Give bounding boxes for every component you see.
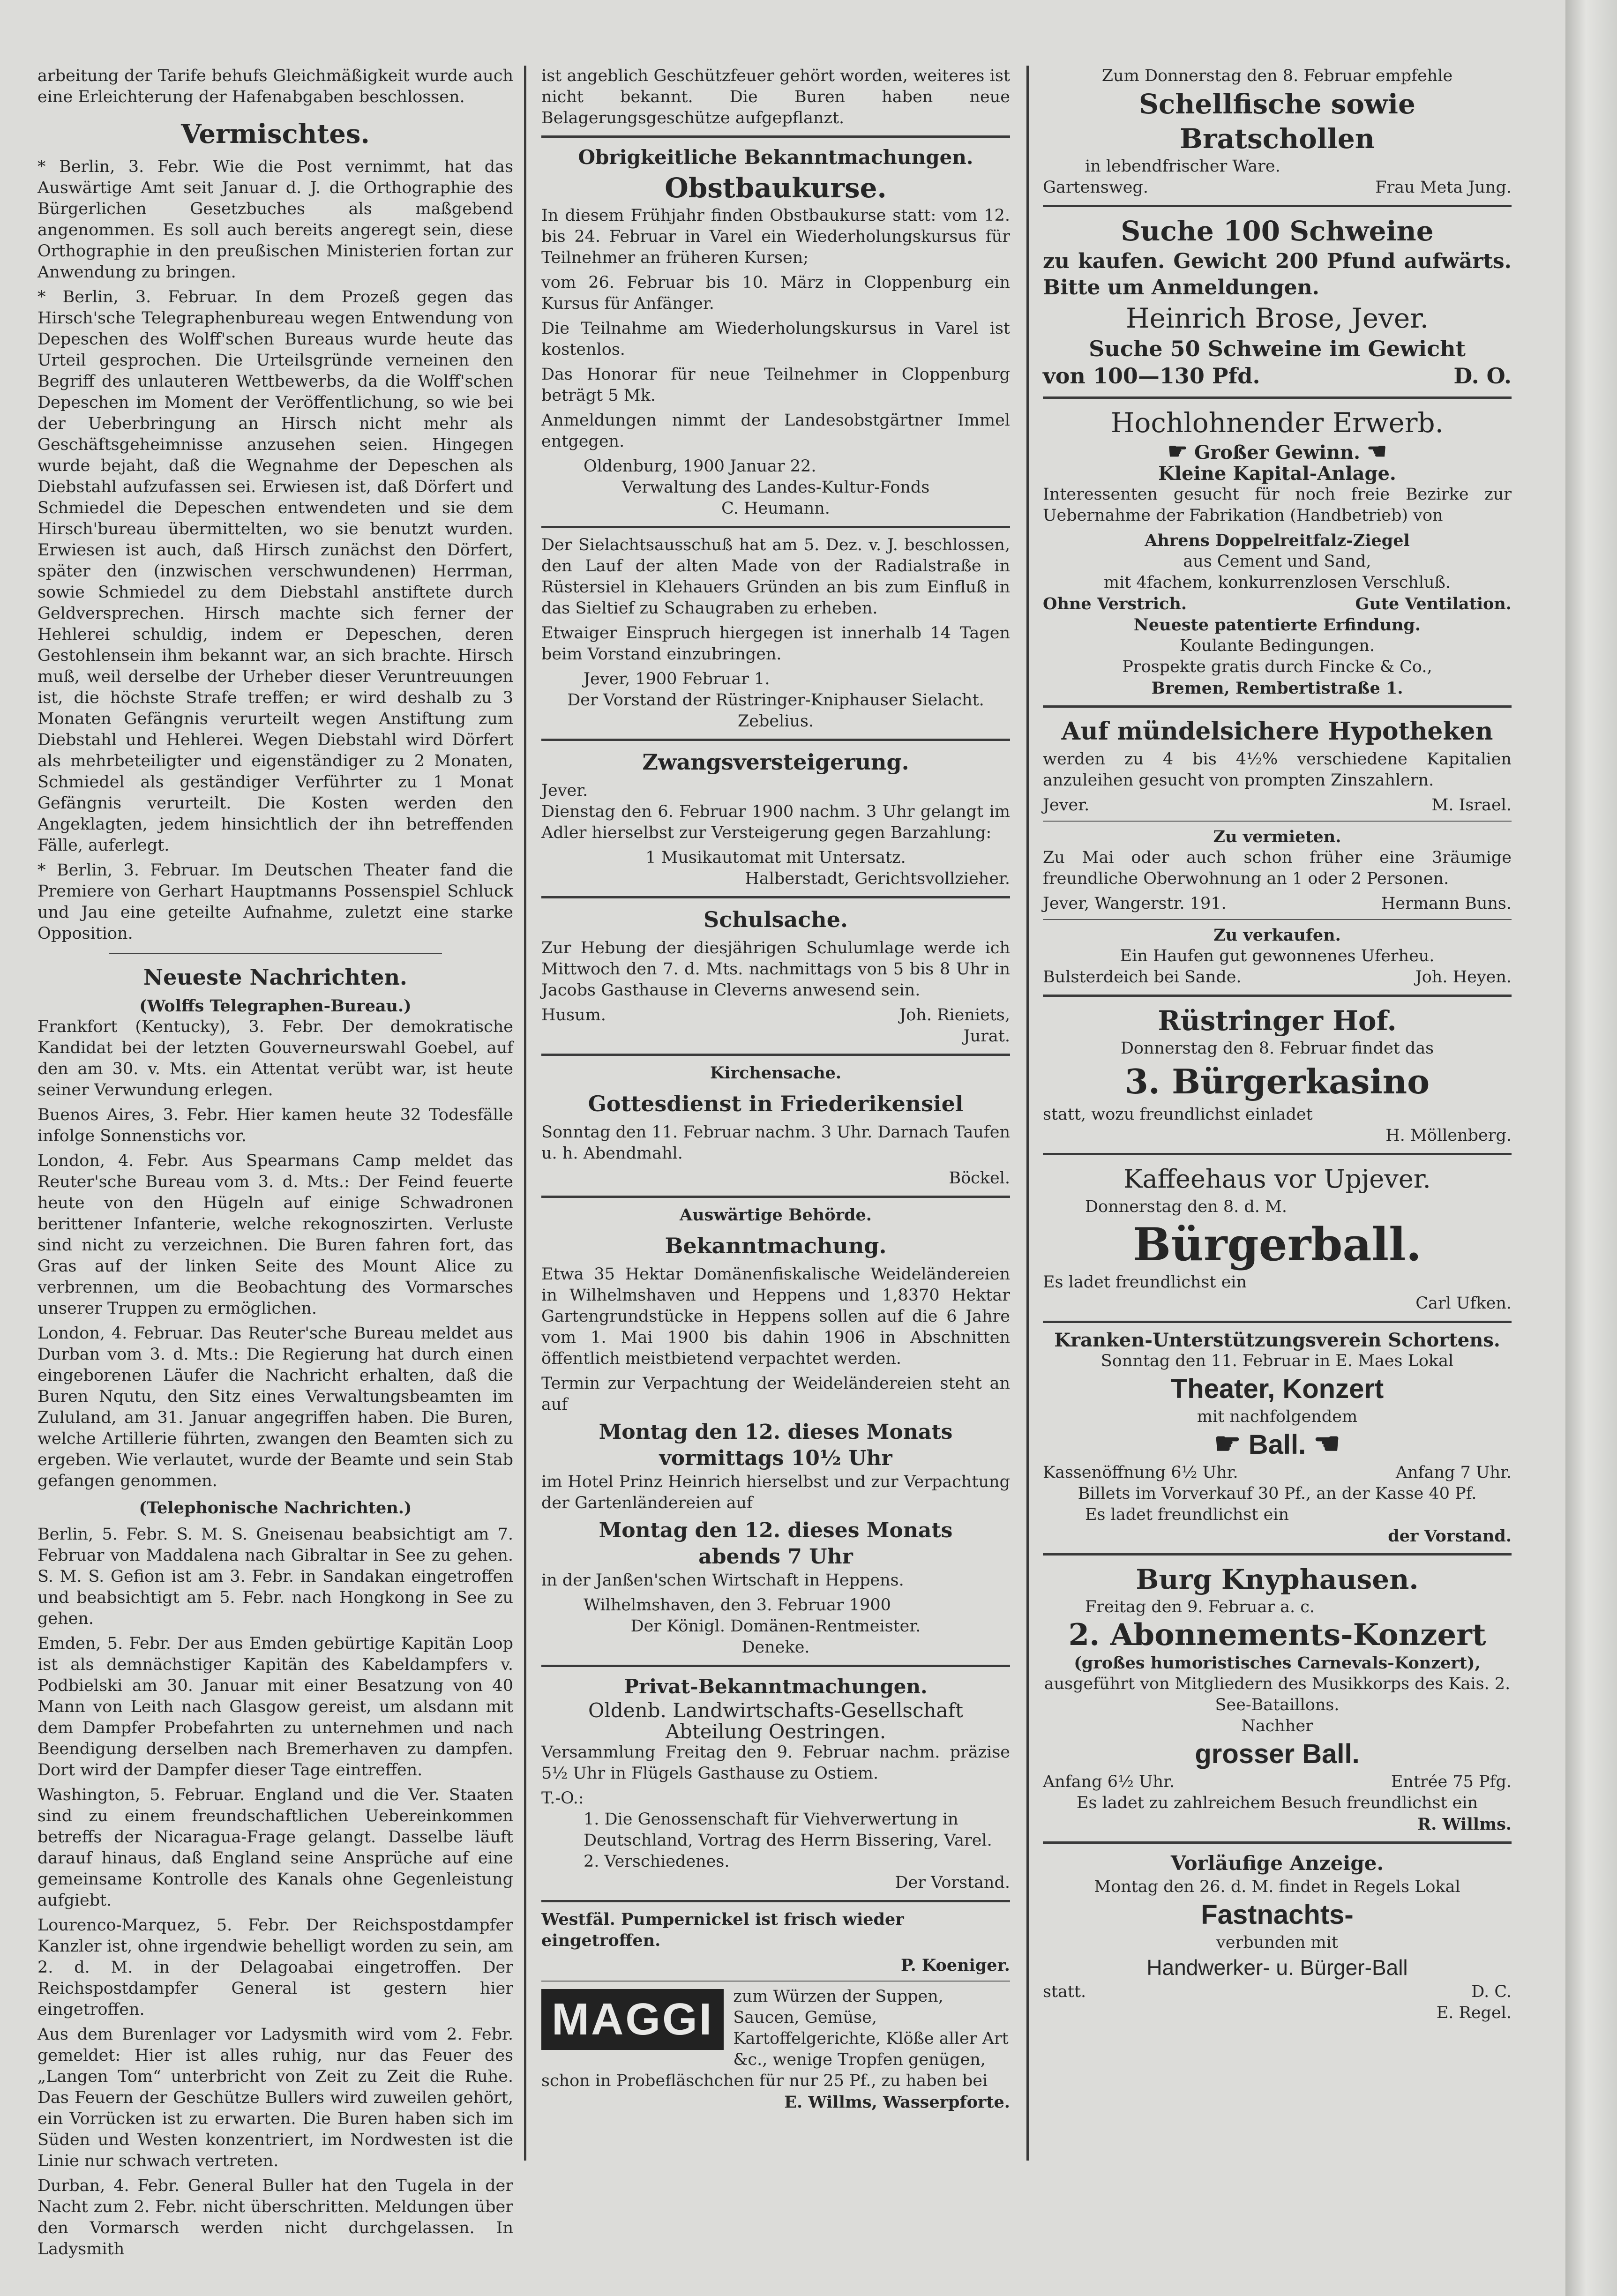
ad-signature: Hermann Buns. — [1381, 894, 1512, 913]
ad-text: Nachher — [1241, 1717, 1313, 1735]
ad-headline: Handwerker- u. Bürger-Ball — [1146, 1955, 1408, 1980]
section-divider — [1043, 919, 1512, 920]
ad-text: Neueste patentierte Erfindung. — [1133, 615, 1421, 635]
ad-feature: Ohne Verstrich. — [1043, 594, 1187, 613]
article-paragraph: * Berlin, 3. Febr. Wie die Post vernimmt, hat das Auswärtige Amt seit Januar d. J. die Orthographie des Bürgerlichen Gesetzbuches als maßgebend angenommen. Es soll auch bereits angeregt sein, diese Orthographie in den preußischen Ministerien fortan zur Anwendung zu bringen. — [37, 157, 513, 282]
ad-signature: C. Heumann. — [721, 499, 830, 518]
ad-text: mit 4fachem, konkurrenzlosen Verschluß. — [1103, 573, 1451, 592]
ad-heading: Zu verkaufen. — [1213, 926, 1341, 945]
ad-text: Donnerstag den 8. d. M. — [1085, 1197, 1288, 1216]
section-divider — [1043, 1553, 1512, 1556]
ad-date-highlight: abends 7 Uhr — [698, 1545, 853, 1569]
pointing-hand-right-icon: ☛ — [1167, 438, 1188, 464]
ad-text: zu kaufen. Gewicht 200 Pfund aufwärts. Bitte um Anmeldungen. — [1043, 249, 1512, 299]
pointing-hand-right-icon: ☛ — [1214, 1427, 1241, 1460]
ad-text: Es ladet zu zahlreichem Besuch freundlichst ein — [1076, 1794, 1478, 1812]
ad-place: Bulsterdeich bei Sande. — [1043, 968, 1242, 987]
ad-heading: Auf mündelsichere Hypotheken — [1061, 717, 1493, 746]
ad-text: Zu Mai oder auch schon früher eine 3räumige freundliche Oberwohnung an 1 oder 2 Personen. — [1043, 848, 1512, 888]
ad-date-highlight: Montag den 12. dieses Monats — [599, 1420, 953, 1444]
ad-text: mit nachfolgendem — [1197, 1407, 1358, 1426]
ad-text: zum Würzen der Suppen, Saucen, Gemüse, Kartoffelgerichte, Klöße aller Art &c., wenige Tropfen genügen, schon in Probefläschchen für nur 25 Pf., zu haben bei — [541, 1987, 1009, 2090]
ad-heading: Schellfische sowie — [1139, 88, 1415, 120]
section-divider — [1043, 396, 1512, 399]
ad-signature: R. Willms. — [1417, 1815, 1512, 1834]
ad-text: Anfang 7 Uhr. — [1395, 1463, 1512, 1482]
section-divider — [541, 1054, 1010, 1056]
ad-place: Jever. — [541, 781, 588, 800]
ad-heading: Gottesdienst in Friederikensiel — [588, 1091, 964, 1116]
ad-heading: Kaffeehaus vor Upjever. — [1123, 1164, 1431, 1194]
ad-text: Prospekte gratis durch Fincke & Co., — [1122, 658, 1432, 676]
ad-place: Gartensweg. — [1043, 178, 1149, 197]
section-divider — [109, 953, 442, 954]
ad-heading: Burg Knyphausen. — [1136, 1563, 1419, 1595]
ad-text: in der Janßen'schen Wirtschaft in Heppens. — [541, 1571, 904, 1590]
ad-text: Der Sielachtsausschuß hat am 5. Dez. v. J. beschlossen, den Lauf der alten Made von der Radialstraße in Rüstersiel in Klehauers Gründen an bis zum Einfluß in das Sieltief zu Schaugraben zu erheben. — [541, 536, 1010, 618]
ad-date: Jever, 1900 Februar 1. — [584, 670, 770, 688]
ad-heading: Suche 50 Schweine im Gewicht — [1089, 336, 1466, 361]
ad-date: Oldenburg, 1900 Januar 22. — [584, 457, 816, 476]
section-divider — [541, 1196, 1010, 1198]
ad-date-highlight: vormittags 10½ Uhr — [659, 1446, 892, 1470]
ad-headline: 2. Abonnements-Konzert — [1068, 1617, 1486, 1653]
ad-signature-row — [1043, 177, 1512, 198]
ad-headline-text: Ball. — [1248, 1429, 1306, 1460]
ad-text: statt. — [1043, 1982, 1086, 2001]
ad-text: Entrée 75 Pfg. — [1391, 1772, 1512, 1791]
ad-text: Donnerstag den 8. Februar findet das — [1120, 1039, 1434, 1058]
ad-text: Es ladet freundlichst ein — [1043, 1273, 1247, 1292]
ad-headline: 3. Bürgerkasino — [1124, 1062, 1430, 1101]
ad-signature-row — [1043, 967, 1512, 988]
section-divider — [541, 1665, 1010, 1667]
ad-signature: Der Königl. Domänen-Rentmeister. — [630, 1617, 921, 1636]
article-paragraph: Lourenco-Marquez, 5. Febr. Der Reichspostdampfer Kanzler ist, ohne irgendwie behelligt worden zu sein, am 2. d. M. in der Delagoabai eingetroffen. Der Reichspostdampfer General ist gestern hier eingetroffen. — [37, 1916, 513, 2019]
ad-signature: E. Regel. — [1436, 2004, 1512, 2022]
ad-text: Es ladet freundlichst ein — [1085, 1505, 1289, 1524]
section-divider — [1043, 995, 1512, 997]
ad-heading: Hochlohnender Erwerb. — [1110, 407, 1444, 439]
article-paragraph: London, 4. Februar. Das Reuter'sche Bureau meldet aus Durban vom 3. d. Mts.: Die Regierung hat durch einen eingeborenen Läufer die Nachricht erhalten, daß die Buren Nqutu, den Sitz eines Verwaltungsbeamten im Zululand, am 31. Januar angegriffen haben. Die Buren, welche Artillerie führten, zwangen den Beamten sich zu ergeben. Wie verlautet, wurde der Beamte und sein Stab gefangen genommen. — [37, 1324, 513, 1490]
ad-text: werden zu 4 bis 4½% verschiedene Kapitalien anzuleihen gesucht von prompten Zinszahlern. — [1043, 750, 1512, 790]
ad-subheading — [1043, 440, 1512, 463]
official-announcements-heading: Obrigkeitliche Bekanntmachungen. — [578, 146, 973, 169]
ad-signature: D. C. — [1471, 1982, 1512, 2001]
article-paragraph: Washington, 5. Februar. England und die Ver. Staaten sind zu einem freundschaftlichen Uebereinkommen betreffs der Nicaragua-Frage gelangt. Dasselbe läuft darauf hinaus, daß England seine Ansprüche auf eine gemeinsame Kontrolle des Kanals ohne Gegenleistung aufgiebt. — [37, 1786, 513, 1910]
ad-subheading-text: Großer Gewinn. — [1194, 441, 1361, 464]
ad-text: Ein Haufen gut gewonnenes Uferheu. — [1120, 947, 1435, 965]
news-heading: Neueste Nachrichten. — [143, 965, 407, 990]
ad-heading: Suche 100 Schweine — [1121, 215, 1434, 247]
article-paragraph: London, 4. Febr. Aus Spearmans Camp meldet das Reuter'sche Bureau vom 3. d. Mts.: Der Feind feuerte heute von den Hügeln auf einige Schwadronen berittener Infanterie, welche rekognoszirten. Verluste sind nicht zu verzeichnen. Die Buren fahren fort, das Gras auf der linken Seite des Mount Alice zu verbrennen, um die Beobachtung des Vormarsches unserer Truppen zu ermöglichen. — [37, 1152, 513, 1318]
ad-text: von 100—130 Pfd. — [1043, 363, 1260, 389]
ad-signature: E. Willms, Wasserpforte. — [784, 2093, 1010, 2112]
telephone-subheading: (Telephonische Nachrichten.) — [139, 1498, 412, 1518]
article-paragraph: Aus dem Burenlager vor Ladysmith wird vom 2. Febr. gemeldet: Hier ist alles ruhig, nur das Feuer des „Langen Tom“ unterbricht von Zeit zu Zeit die Ruhe. Das Feuern der Geschütze Bullers wird zuweilen gehört, ein Vorrücken ist zu erwarten. Die Buren haben sich im Süden und Westen konzentriert, im Nordwesten ist die Linie nur schwach vertreten. — [37, 2025, 513, 2170]
ad-text: statt, wozu freundlichst einladet — [1043, 1105, 1313, 1124]
ad-signature: Carl Ufken. — [1415, 1294, 1512, 1313]
ad-heading: Kirchensache. — [710, 1063, 842, 1083]
ad-signature-row — [541, 1005, 1010, 1026]
ad-signature: Joh. Rieniets, — [899, 1006, 1010, 1025]
ad-text: im Hotel Prinz Heinrich hierselbst und zur Verpachtung der Gartenländereien auf — [541, 1473, 1010, 1512]
ad-signature: Zebelius. — [737, 712, 814, 731]
column-1 — [37, 66, 513, 2264]
ad-heading: Obstbaukurse. — [665, 172, 887, 204]
article-paragraph: Emden, 5. Febr. Der aus Emden gebürtige Kapitän Loop ist als demnächstiger Kapitän des Kabeldampfers v. Podbielski am 30. Januar mit einer Besatzung von 40 Mann von Leith nach Glasgow gereist, um alsdann mit dem Dampfer Probefahrten zu unternehmen und nach Beendigung derselben nach Bremerhaven zu dampfen. Dort wird der Dampfer dieser Tage eintreffen. — [37, 1634, 513, 1780]
ad-signature: Halberstadt, Gerichtsvollzieher. — [745, 869, 1010, 888]
ad-agenda-label: T.-O.: — [541, 1789, 584, 1808]
ad-headline — [1043, 1428, 1512, 1462]
ad-text: Termin zur Verpachtung der Weideländereien steht an auf — [541, 1374, 1010, 1414]
ad-heading: Zu vermieten. — [1213, 827, 1341, 846]
ad-text: In diesem Frühjahr finden Obstbaukurse statt: vom 12. bis 24. Februar in Varel ein Wiederholungskursus für Teilnehmer an früheren Kursen; — [541, 206, 1010, 267]
section-divider — [1043, 1841, 1512, 1844]
article-paragraph: Frankfort (Kentucky), 3. Febr. Der demokratische Kandidat bei der letzten Gouverneurswahl Goebel, auf den am 30. v. Mts. ein Attentat verübt war, ist heute seiner Verwundung erlegen. — [37, 1017, 513, 1099]
article-paragraph: * Berlin, 3. Februar. In dem Prozeß gegen das Hirsch'sche Telegraphenbureau wegen Entwendung von Depeschen des Wolff'schen Bureaus wurde heute das Urteil gesprochen. Die Urteilsgründe verneinen den Begriff des unlauteren Wettbewerbs, da die Wolff'schen Depeschen im Moment der Veröffentlichung, so wie bei der Ueberbringung an Hirsch nicht mehr als Geschäftsgeheimnisse anzusehen seien. Hingegen wurde bejaht, daß die Wegnahme der Depeschen als Diebstahl aufzufassen sei. Erwiesen ist, daß Dörfert und Schmiedel die Depeschen entwendeten und sie dem Hirsch'bureau übermittelten, wo sie benutzt wurden. Erwiesen ist auch, daß Hirsch zunächst den Dörfert, später den (inzwischen verschwundenen) Herrman, sowie Schmiedel zu dem Diebstahl anstiftete durch Geldversprechen. Hirsch machte sich ferner der Hehlerei schuldig, indem er Depeschen, deren Gestohlensein ihm bekannt war, an sich brachte. Hirsch muß, weil derselbe der Urheber dieser Veruntreuungen ist, die höchste Strafe treffen; er wird deshalb zu 3 Monaten Gefängnis verurteilt wegen Anstiftung zum Diebstahl und Hehlerei. Wegen Diebstahl wird Dörfert als mehrbeteiligter und eigenständiger zu 2 Monaten, Schmiedel als geständiger Verführter zu 1 Monat Gefängnis verurteilt. Die Kosten werden den Angeklagten, jedem hinsichtlich der ihn betreffenden Fälle, auferlegt. — [37, 288, 513, 855]
section-divider — [1043, 1153, 1512, 1155]
ad-signature: Böckel. — [949, 1169, 1010, 1188]
section-divider — [541, 739, 1010, 741]
ad-text: Sonntag den 11. Februar nachm. 3 Uhr. Darnach Taufen u. h. Abendmahl. — [541, 1123, 1010, 1163]
ad-signature: P. Koeniger. — [900, 1956, 1010, 1975]
ad-heading: Bekanntmachung. — [665, 1233, 887, 1258]
ad-date: Wilhelmshaven, den 3. Februar 1900 — [584, 1596, 891, 1615]
ad-signature-row — [1043, 1982, 1512, 2003]
ad-signature-row — [1043, 795, 1512, 816]
ad-heading: Kranken-Unterstützungsverein Schortens. — [1054, 1329, 1500, 1351]
section-divider — [541, 1900, 1010, 1902]
ad-text: vom 26. Februar bis 10. März in Cloppenburg ein Kursus für Anfänger. — [541, 273, 1010, 313]
ad-heading: Schulsache. — [703, 907, 848, 932]
ad-subheading: Kleine Kapital-Anlage. — [1158, 463, 1396, 485]
ad-signature: der Vorstand. — [1388, 1526, 1512, 1546]
ad-heading: Rüstringer Hof. — [1158, 1005, 1397, 1037]
ad-heading: Auswärtige Behörde. — [680, 1205, 872, 1225]
section-divider — [541, 1981, 1010, 1982]
ad-heading: Bratschollen — [1180, 123, 1375, 155]
maggi-ad — [541, 1986, 1010, 2113]
ad-text: Interessenten gesucht für noch freie Bezirke zur Uebernahme der Fabrikation (Handbetrieb) von — [1043, 485, 1512, 525]
ad-text: in lebendfrischer Ware. — [1085, 157, 1280, 176]
ad-heading: Vorläufige Anzeige. — [1170, 1852, 1384, 1875]
ad-date-highlight: Montag den 12. dieses Monats — [599, 1518, 953, 1542]
private-announcements-heading: Privat-Bekanntmachungen. — [624, 1675, 928, 1698]
ad-signature: Verwaltung des Landes-Kultur-Fonds — [621, 478, 930, 497]
ad-heading: Oldenb. Landwirtschafts-Gesellschaft — [588, 1699, 964, 1722]
section-divider — [541, 135, 1010, 138]
ad-subheading: (großes humoristisches Carnevals-Konzert), — [1074, 1653, 1481, 1673]
ad-headline: grosser Ball. — [1195, 1739, 1360, 1769]
news-subheading: (Wolffs Telegraphen-Bureau.) — [139, 996, 412, 1016]
pointing-hand-left-icon: ☚ — [1313, 1427, 1340, 1460]
maggi-logo: MAGGI — [541, 1989, 724, 2050]
ad-text: verbunden mit — [1216, 1933, 1338, 1952]
ad-headline: Fastnachts- — [1201, 1900, 1354, 1930]
ad-headline: Theater, Konzert — [1170, 1374, 1384, 1404]
ad-signature-row — [1043, 893, 1512, 914]
ad-item: 1 Musikautomat mit Untersatz. — [645, 848, 906, 867]
ad-product: Ahrens Doppelreitfalz-Ziegel — [1145, 531, 1410, 550]
ad-text: Anmeldungen nimmt der Landesobstgärtner Immel entgegen. — [541, 411, 1010, 451]
article-paragraph: * Berlin, 3. Februar. Im Deutschen Theater fand die Premiere von Gerhart Hauptmanns Possenspiel Schluck und Jau eine geteilte Aufnahme, zuletzt eine starke Opposition. — [37, 861, 513, 943]
section-divider — [1043, 821, 1512, 822]
ad-heading: Zwangsversteigerung. — [642, 749, 909, 775]
ad-text: Koulante Bedingungen. — [1179, 636, 1375, 655]
ad-text: Anfang 6½ Uhr. — [1043, 1772, 1175, 1791]
section-divider — [1043, 205, 1512, 207]
section-divider — [1043, 705, 1512, 708]
ad-signature-row — [1043, 362, 1512, 390]
ad-text: ausgeführt von Mitgliedern des Musikkorps des Kais. 2. See-Bataillons. — [1044, 1675, 1511, 1714]
vermischtes-heading: Vermischtes. — [181, 119, 370, 150]
ad-place: Jever. — [1043, 796, 1090, 815]
ad-text: Westfäl. Pumpernickel ist frisch wieder eingetroffen. — [541, 1910, 904, 1950]
ad-place: Jever, Wangerstr. 191. — [1043, 894, 1227, 913]
section-divider — [1043, 1321, 1512, 1323]
column-2 — [541, 66, 1010, 2113]
ad-signature: Der Vorstand der Rüstringer-Kniphauser Sielacht. — [567, 691, 984, 710]
ad-text: Billets im Vorverkauf 30 Pf., an der Kasse 40 Pf. — [1078, 1484, 1477, 1503]
intro-text: ist angeblich Geschützfeuer gehört worden, weiteres ist nicht bekannt. Die Buren haben neue Belagerungsgeschütze aufgepflanzt. — [541, 67, 1010, 127]
ad-signature: Deneke. — [741, 1638, 810, 1657]
column-divider-2 — [1026, 66, 1029, 2161]
article-paragraph: Berlin, 5. Febr. S. M. S. Gneisenau beabsichtigt am 7. Februar von Maddalena nach Gibraltar in See zu gehen. S. M. S. Gefion ist am 3. Febr. in Sandakan eingetroffen und beabsichtigt am 5. Febr. nach Hongkong in See zu gehen. — [37, 1525, 513, 1628]
ad-text: Dienstag den 6. Februar 1900 nachm. 3 Uhr gelangt im Adler hierselbst zur Versteigerung gegen Barzahlung: — [541, 802, 1010, 842]
ad-text: aus Cement und Sand, — [1183, 552, 1371, 571]
column-3 — [1043, 66, 1512, 2024]
ad-text: Montag den 26. d. M. findet in Regels Lokal — [1094, 1877, 1460, 1896]
ad-text: Zum Donnerstag den 8. Februar empfehle — [1101, 67, 1453, 85]
article-paragraph: Buenos Aires, 3. Febr. Hier kamen heute 32 Todesfälle infolge Sonnenstichs vor. — [37, 1106, 513, 1145]
ad-text: Etwa 35 Hektar Domänenfiskalische Weideländereien in Wilhelmshaven und Heppens und 1,8370 Hektar Gartengrundstücke in Heppens sollen auf die 6 Jahre vom 1. Mai 1900 bis dahin 1906 in Abschnitten öffentlich meistbietend verpachtet werden. — [541, 1265, 1010, 1368]
ad-signature: Joh. Heyen. — [1415, 968, 1512, 987]
ad-signature: M. Israel. — [1431, 796, 1512, 815]
ad-text: Kassenöffnung 6½ Uhr. — [1043, 1463, 1238, 1482]
ad-text: Freitag den 9. Februar a. c. — [1085, 1598, 1315, 1616]
ad-signature: Der Vorstand. — [895, 1873, 1010, 1892]
ad-text: Das Honorar für neue Teilnehmer in Cloppenburg beträgt 5 Mk. — [541, 365, 1010, 405]
article-paragraph: Durban, 4. Febr. General Buller hat den Tugela in der Nacht zum 2. Febr. nicht überschritten. Meldungen über den Vormarsch werden nicht durchgelassen. In Ladysmith — [37, 2176, 513, 2259]
ad-headline: Bürgerball. — [1133, 1218, 1422, 1271]
ad-text: Versammlung Freitag den 9. Februar nachm. präzise 5½ Uhr in Flügels Gasthause zu Ostiem. — [541, 1743, 1010, 1783]
ad-feature: Gute Ventilation. — [1355, 594, 1512, 613]
ad-signature: Jurat. — [963, 1027, 1010, 1046]
ad-signature: D. O. — [1453, 363, 1512, 389]
ad-subheading: Abteilung Oestringen. — [665, 1720, 886, 1743]
section-divider — [541, 526, 1010, 528]
ad-place: Husum. — [541, 1006, 606, 1025]
ad-heading: Heinrich Brose, Jever. — [1125, 302, 1429, 334]
ad-text: Etwaiger Einspruch hiergegen ist innerhalb 14 Tagen beim Vorstand einzubringen. — [541, 624, 1010, 664]
ad-text: Zur Hebung der diesjährigen Schulumlage werde ich Mittwoch den 7. d. Mts. nachmittags von 5 bis 8 Uhr in Jacobs Gasthause in Cleverns anwesend sein. — [541, 939, 1010, 1000]
section-divider — [541, 896, 1010, 898]
intro-text: arbeitung der Tarife behufs Gleichmäßigkeit wurde auch eine Erleichterung der Hafenabgaben beschlossen. — [37, 67, 513, 106]
ad-agenda-item: 2. Verschiedenes. — [584, 1852, 730, 1871]
ad-agenda-item: 1. Die Genossenschaft für Viehverwertung in Deutschland, Vortrag des Herrn Bissering, Varel. — [584, 1810, 992, 1850]
page-edge — [1565, 0, 1617, 2296]
ad-text: Bremen, Rembertistraße 1. — [1151, 679, 1403, 698]
ad-text: Sonntag den 11. Februar in E. Maes Lokal — [1100, 1352, 1454, 1370]
ad-text: Die Teilnahme am Wiederholungskursus in Varel ist kostenlos. — [541, 319, 1010, 359]
ad-time-row — [1043, 1462, 1512, 1483]
ad-signature: Frau Meta Jung. — [1375, 178, 1512, 197]
column-divider-1 — [524, 66, 526, 2161]
ad-feature-row — [1043, 593, 1512, 614]
pointing-hand-left-icon: ☚ — [1366, 438, 1387, 464]
ad-time-row — [1043, 1772, 1512, 1793]
ad-signature: H. Möllenberg. — [1385, 1126, 1512, 1145]
